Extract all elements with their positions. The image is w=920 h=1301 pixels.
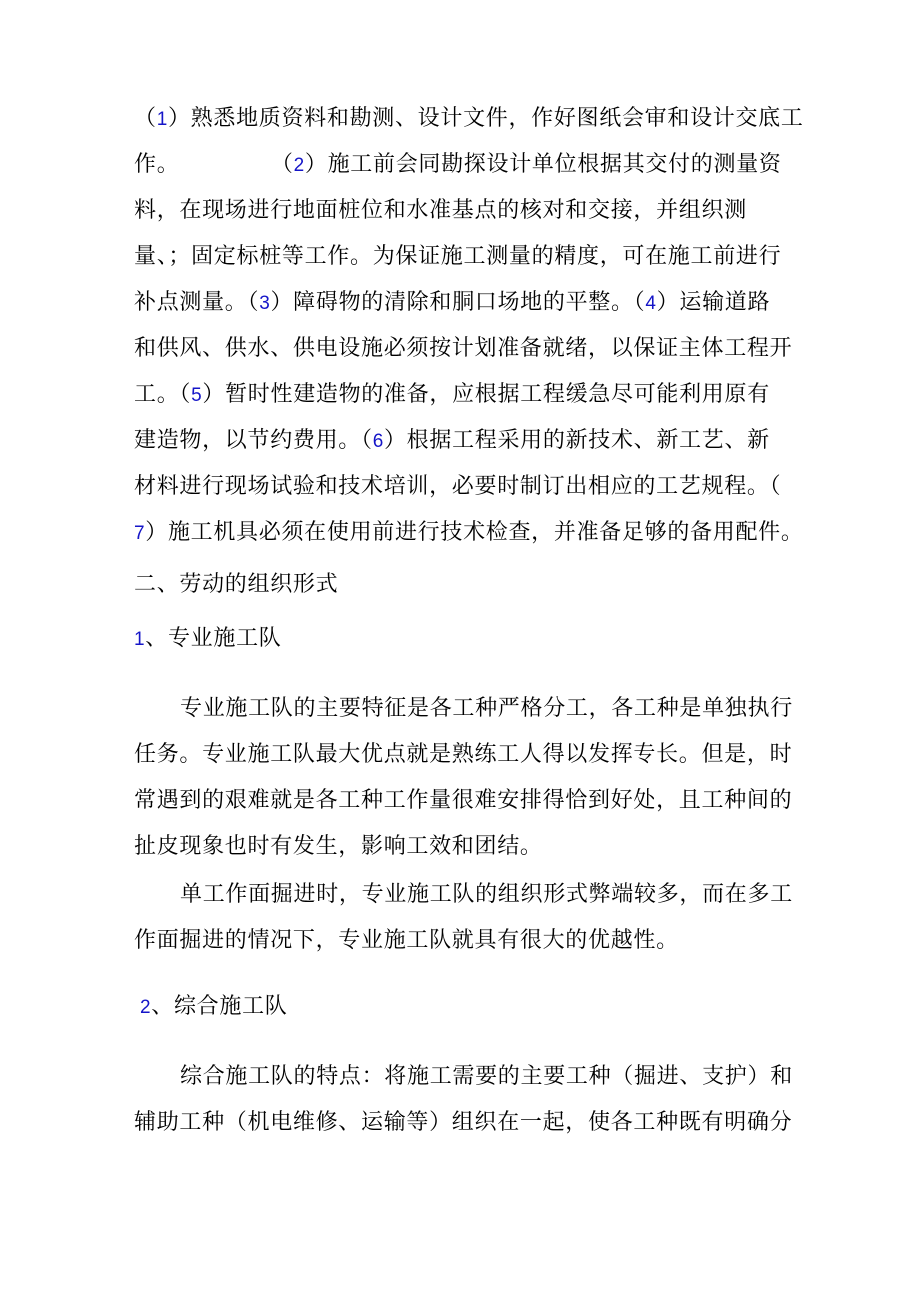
paragraph-line: 专业施工队的主要特征是各工种严格分工，各工种是单独执行: [180, 696, 793, 721]
list-number: 3: [259, 293, 271, 314]
paragraph-line: 和供风、供水、供电设施必须按计划准备就绪，以保证主体工程开: [134, 336, 793, 361]
list-number: 2: [140, 997, 152, 1018]
list-number: 4: [645, 293, 657, 314]
list-number: 1: [156, 109, 168, 130]
list-number: 1: [134, 629, 146, 650]
subsection-heading: 2、综合施工队: [140, 994, 288, 1019]
subsection-heading: 1、专业施工队: [134, 626, 282, 651]
list-number: 7: [134, 523, 146, 544]
paragraph-line: 单工作面掘进时，专业施工队的组织形式弊端较多，而在多工: [180, 882, 793, 907]
paragraph-line: 补点测量。（3）障碍物的清除和胴口场地的平整。（4）运输道路: [134, 290, 771, 315]
paragraph-line: 任务。专业施工队最大优点就是熟练工人得以发挥专长。但是，时: [134, 742, 793, 767]
section-heading: 二、劳动的组织形式: [134, 572, 339, 597]
paragraph-line: 辅助工种（机电维修、运输等）组织在一起，使各工种既有明确分: [134, 1110, 793, 1135]
paragraph-line: 常遇到的艰难就是各工种工作量很难安排得恰到好处，且工种间的: [134, 788, 793, 813]
paragraph-line: 扯皮现象也时有发生，影响工效和团结。: [134, 834, 543, 859]
list-number: 5: [191, 385, 203, 406]
paragraph-line: 工。（5）暂时性建造物的准备，应根据工程缓急尽可能利用原有: [134, 382, 770, 407]
paragraph-line: 建造物，以节约费用。（6）根据工程采用的新技术、新工艺、新: [134, 428, 770, 453]
paragraph-line: 材料进行现场试验和技术培训，必要时制订出相应的工艺规程。（: [134, 474, 782, 499]
paragraph-line: （1）熟悉地质资料和勘测、设计文件，作好图纸会审和设计交底工: [134, 106, 804, 131]
paragraph-line: 量、；固定标桩等工作。为保证施工测量的精度，可在施工前进行: [134, 244, 782, 269]
list-number: 6: [372, 431, 384, 452]
paragraph-line: 综合施工队的特点：将施工需要的主要工种（掘进、支护）和: [180, 1064, 793, 1089]
paragraph-line: 作。 （2）施工前会同勘探设计单位根据其交付的测量资: [134, 152, 782, 177]
list-number: 2: [293, 155, 305, 176]
paragraph-line: 作面掘进的情况下，专业施工队就具有很大的优越性。: [134, 928, 679, 953]
paragraph-line: 料，在现场进行地面桩位和水准基点的核对和交接，并组织测: [134, 198, 747, 223]
paragraph-line: 7）施工机具必须在使用前进行技术检查，并准备足够的备用配件。: [134, 520, 804, 545]
